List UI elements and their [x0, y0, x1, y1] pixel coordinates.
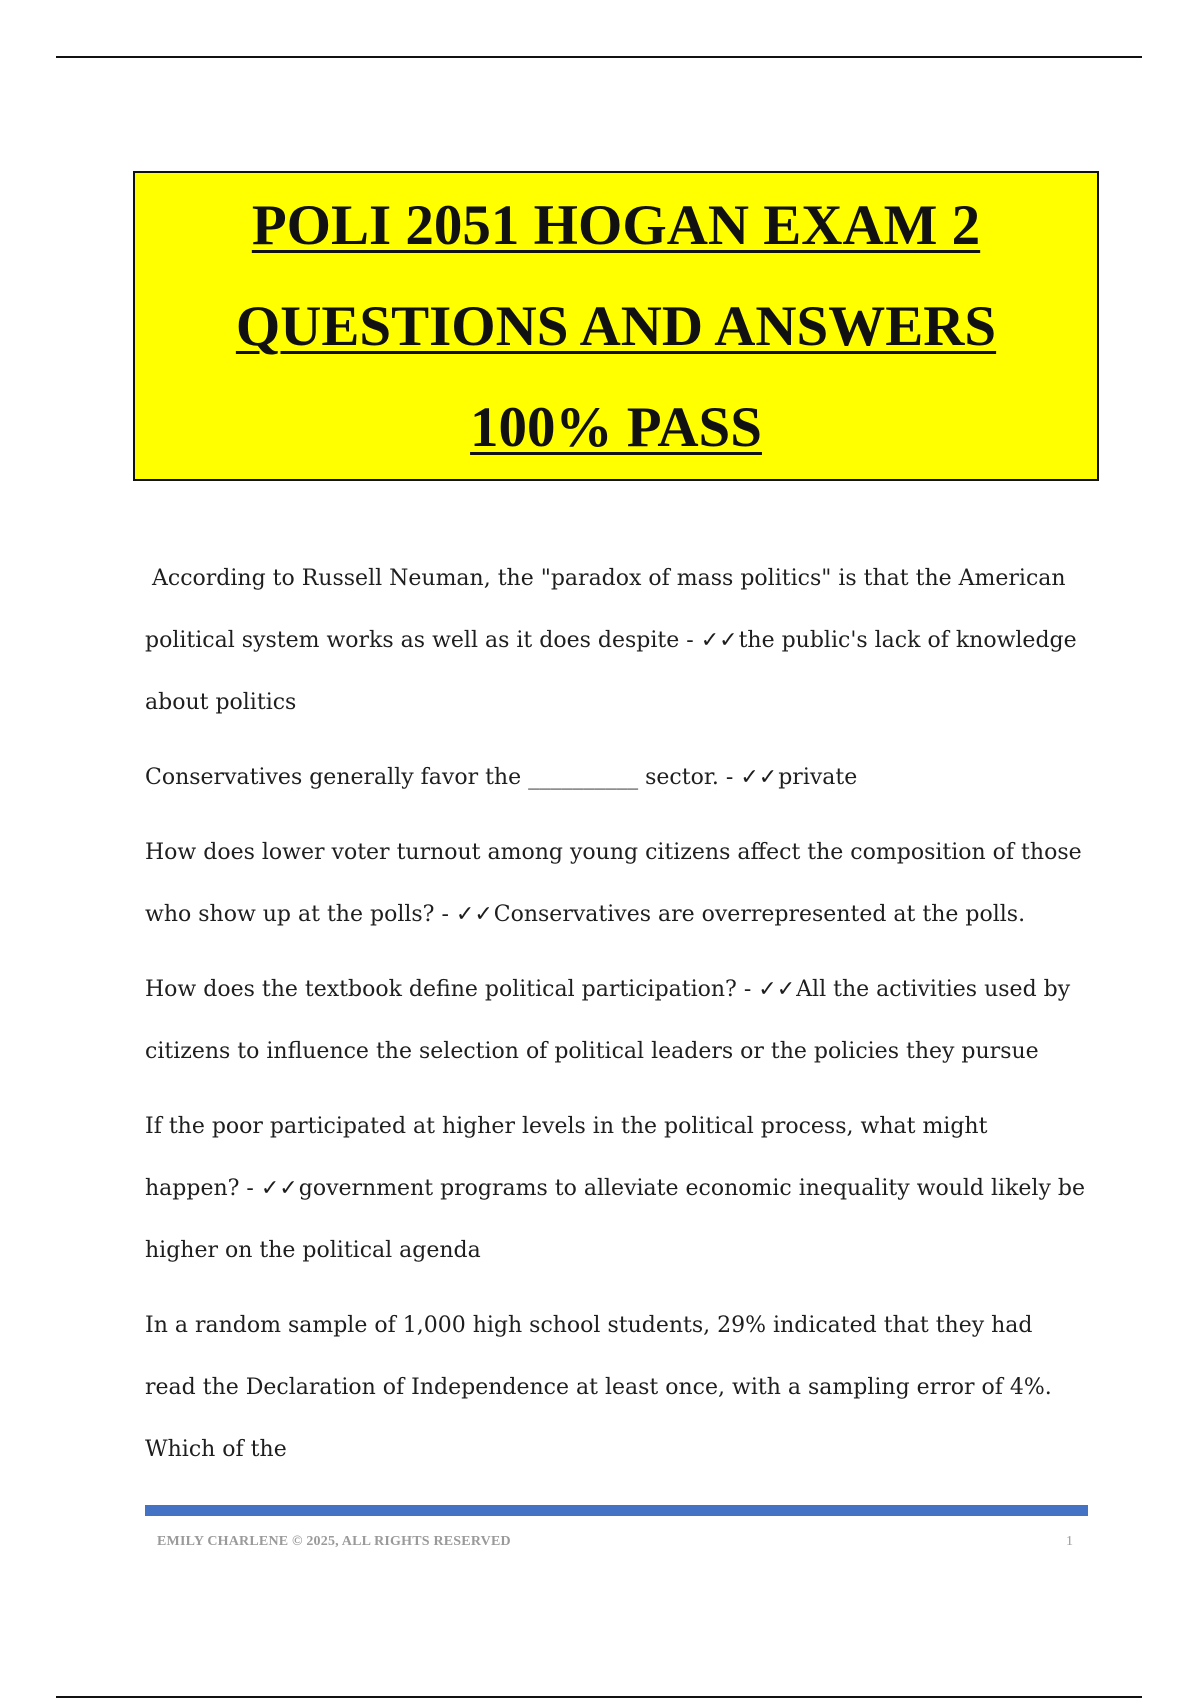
bottom-rule — [56, 1696, 1142, 1698]
qa-item — [145, 959, 1085, 1083]
double-check-icon: ✓✓ — [455, 902, 493, 927]
footer-bar — [145, 1505, 1088, 1516]
question-text: If the poor participated at higher levels in the political process, what might happen? - — [145, 1114, 988, 1201]
top-rule — [56, 56, 1142, 58]
answer-text: All the activities used by citizens to influence the selection of political leaders or the policies they pursue — [145, 977, 1071, 1064]
qa-item — [145, 822, 1085, 946]
qa-item — [145, 1096, 1085, 1282]
double-check-icon: ✓✓ — [740, 765, 778, 790]
page-number: 1 — [1066, 1534, 1073, 1549]
title-line-3: 100% PASS — [470, 395, 762, 459]
question-text: How does the textbook define political participation? - — [145, 977, 759, 1002]
double-check-icon: ✓✓ — [758, 977, 796, 1002]
answer-text: government programs to alleviate economic inequality would likely be higher on the political agenda — [145, 1176, 1085, 1263]
question-text: How does lower voter turnout among young citizens affect the composition of those who show up at the polls? - — [145, 840, 1082, 927]
question-text: According to Russell Neuman, the "paradox of mass politics" is that the American political system works as well as it does despite - — [145, 566, 1066, 653]
answer-text: private — [778, 765, 858, 790]
title-line-2: QUESTIONS AND ANSWERS — [235, 294, 997, 358]
question-text: In a random sample of 1,000 high school students, 29% indicated that they had read the Declaration of Independence at least once, with a sampling error of 4%. Which of the — [145, 1313, 1052, 1462]
double-check-icon: ✓✓ — [700, 628, 738, 653]
answer-text: the public's lack of knowledge about politics — [145, 628, 1077, 715]
answer-text: Conservatives are overrepresented at the polls. — [493, 902, 1026, 927]
qa-list — [145, 548, 1085, 1481]
qa-item — [145, 1295, 1085, 1481]
title-banner — [133, 171, 1099, 481]
title-line-1: POLI 2051 HOGAN EXAM 2 — [251, 193, 981, 257]
double-check-icon: ✓✓ — [260, 1176, 298, 1201]
footer-copyright: EMILY CHARLENE © 2025, ALL RIGHTS RESERVED — [157, 1534, 511, 1549]
question-text: Conservatives generally favor the __________ sector. - — [145, 765, 741, 790]
qa-item — [145, 747, 1085, 809]
qa-item — [145, 548, 1085, 734]
